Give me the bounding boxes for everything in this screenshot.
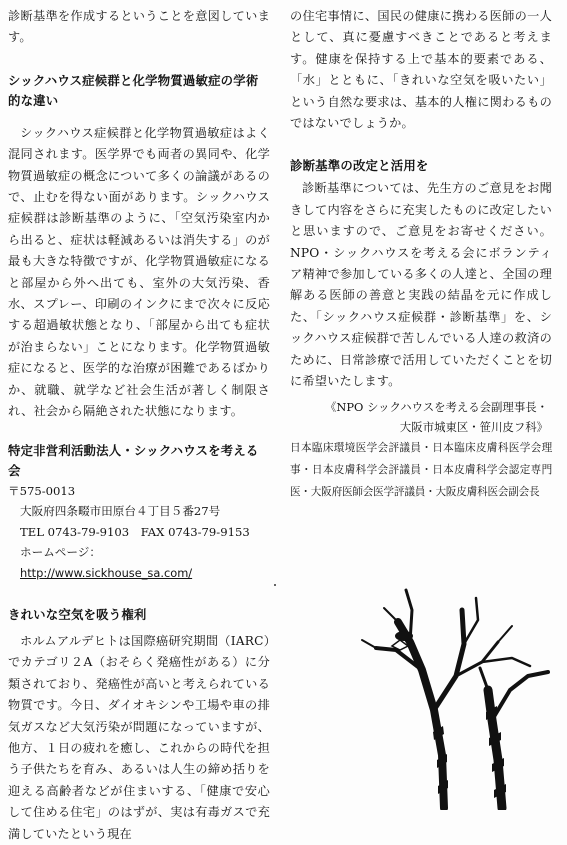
homepage-label: ホームページ： [20, 545, 101, 559]
separator-dot [274, 584, 276, 586]
section-body-revision: 診断基準については、先生方のご意見をお聞きして内容をさらに充実したものに改定したいと思いますので、ご意見をお寄せください。NPO・シックハウスを考える会にボランティア精神で参加している多くの人達と、全国の理解ある医師の善意と実践の結晶を元に作成した、「シックハウス症候群・診断基準」を、シックハウス症候群で苦しんでいる人達の救済のために、日常診療で活用していただくことを切に希望いたします。 [290, 181, 552, 389]
org-phone-fax: TEL 0743-79-9103 FAX 0743-79-9153 [20, 524, 250, 539]
signature-line-2: 大阪市城東区・笹川皮フ科》 [399, 419, 548, 434]
author-credentials: 日本臨床環境医学会評議員・日本臨床皮膚科医学会理事・日本皮膚科学会評議員・日本皮膚科学会認定専門医・大阪府医師会医学評議員・大阪皮膚科医会副会長 [290, 441, 552, 498]
section-heading-sickhouse-vs-mcs: シックハウス症候群と化学物質過敏症の学術的な違い [8, 72, 259, 108]
section-body-sickhouse-vs-mcs: シックハウス症候群と化学物質過敏症はよく混同されます。医学界でも両者の異同や、化学物質過敏症の概念について多くの論議があるので、止むを得ない面があります。シックハウス症候群は診断基準のように、「空気汚染室内から出ると、症状は軽減あるいは消失する」のが最も大きな特徴ですが、化学物質過敏症になると部屋から外へ出ても、室外の大気汚染、香水、スプレー、印刷のインクにまで次々に反応する超過敏状態となり、「部屋から出ても症状が治まらない」ことになります。化学物質過敏症になると、医学的な治療が困難であるばかりか、就職、就学など社会生活が著しく制限され、社会から隔絶された状態になります。 [8, 125, 270, 419]
signature-line-1: 《NPO シックハウスを考える会副理事長・ [325, 399, 548, 414]
org-name: 特定非営利活動法人・シックハウスを考える会 [8, 442, 259, 478]
org-address: 大阪府四条畷市田原台４丁目５番27号 [20, 504, 221, 518]
section-body-clean-air-right: ホルムアルデヒトは国際癌研究期間（IARC）でカテゴリ２A（おそらく発癌性がある）に分類されており、発癌性が高いと考えられている物質です。今日、ダイオキシンや工場や車の排気ガスなど大気汚染が問題になっていますが、他方、１日の疲れを癒し、これからの時代を担う子供たちを育み、あるいは人生の締め括りを迎える高齢者などが住まいする、「健康で安心して住める住宅」のはずが、実は有毒ガスで充満していたという現在 [8, 634, 270, 841]
section-heading-clean-air-right: きれいな空気を吸う権利 [8, 607, 147, 622]
tree-illustration [352, 580, 558, 810]
org-postal-code: 〒575-0013 [8, 483, 76, 498]
homepage-link[interactable]: http://www.sickhouse_sa.com/ [20, 565, 193, 580]
right-column [290, 6, 552, 503]
section-heading-revision: 診断基準の改定と活用を [290, 158, 429, 174]
continuation-text: の住宅事情に、国民の健康に携わる医師の一人として、真に憂慮すべきことであると考えます。健康を保持する上で基本的要素である、「水」とともに、「きれいな空気を吸いたい」という自然な要求は、基本的人権に関わるものではないでしょうか。 [290, 9, 552, 131]
intro-tail-text: 診断基準を作成するということを意図しています。 [8, 9, 270, 45]
org-homepage [8, 542, 270, 583]
left-column [8, 6, 270, 845]
